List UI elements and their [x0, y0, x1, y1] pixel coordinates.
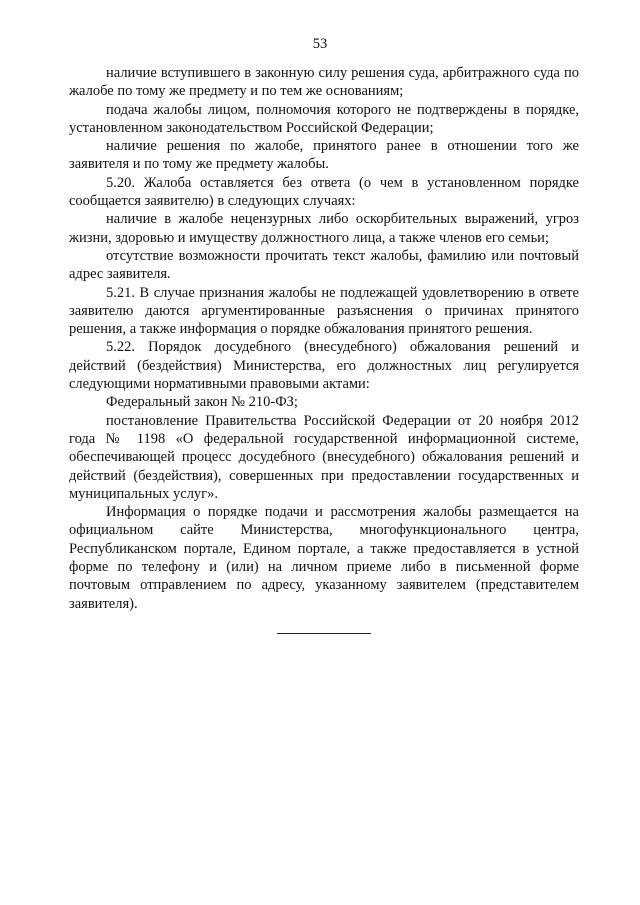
paragraph-5-22: 5.22. Порядок досудебного (внесудебного) обжалования решений и действий (бездействия) Министерства, его должностных лиц регулируется следующими нормативными правовыми актами:	[69, 339, 579, 393]
paragraph-prior-decision: наличие решения по жалобе, принятого ранее в отношении того же заявителя и по тому же предмету жалобы.	[69, 138, 579, 173]
paragraph-court-decision: наличие вступившего в законную силу решения суда, арбитражного суда по жалобе по тому же предмету и по тем же основаниям;	[69, 65, 579, 100]
paragraph-unreadable-text: отсутствие возможности прочитать текст жалобы, фамилию или почтовый адрес заявителя.	[69, 247, 579, 283]
paragraph-obscene-language: наличие в жалобе нецензурных либо оскорбительных выражений, угроз жизни, здоровью и имуществу должностного лица, а также членов его семьи;	[69, 211, 579, 246]
page-number: 53	[312, 36, 328, 52]
paragraph-5-21: 5.21. В случае признания жалобы не подлежащей удовлетворению в ответе заявителю даются аргументированные разъяснения о причинах принятого решения, а также информация о порядке обжалования принятого решения.	[69, 284, 579, 338]
paragraph-5-20: 5.20. Жалоба оставляется без ответа (о чем в установленном порядке сообщается заявителю) в следующих случаях:	[69, 174, 579, 210]
paragraph-federal-law: Федеральный закон № 210-ФЗ;	[106, 394, 298, 411]
end-divider	[277, 633, 371, 634]
paragraph-information-placement: Информация о порядке подачи и рассмотрения жалобы размещается на официальном сайте Министерства, многофункционального центра, Республиканском портале, Едином портале, а также предоставляется в устной форме по телефону и (или) на личном приеме либо в письменной форме почтовым отправлением по адресу, указанному заявителем (представителем заявителя).	[69, 504, 579, 612]
paragraph-government-resolution: постановление Правительства Российской Федерации от 20 ноября 2012 года № 1198 «О федеральной государственной информационной системе, обеспечивающей процесс досудебного (внесудебного) обжалования решений и действий (бездействия), совершенных при предоставлении государственных и муниципальных услуг».	[69, 412, 579, 502]
document-body	[69, 64, 579, 613]
paragraph-unconfirmed-authority: подача жалобы лицом, полномочия которого не подтверждены в порядке, установленном законодательством Российской Федерации;	[69, 101, 579, 136]
